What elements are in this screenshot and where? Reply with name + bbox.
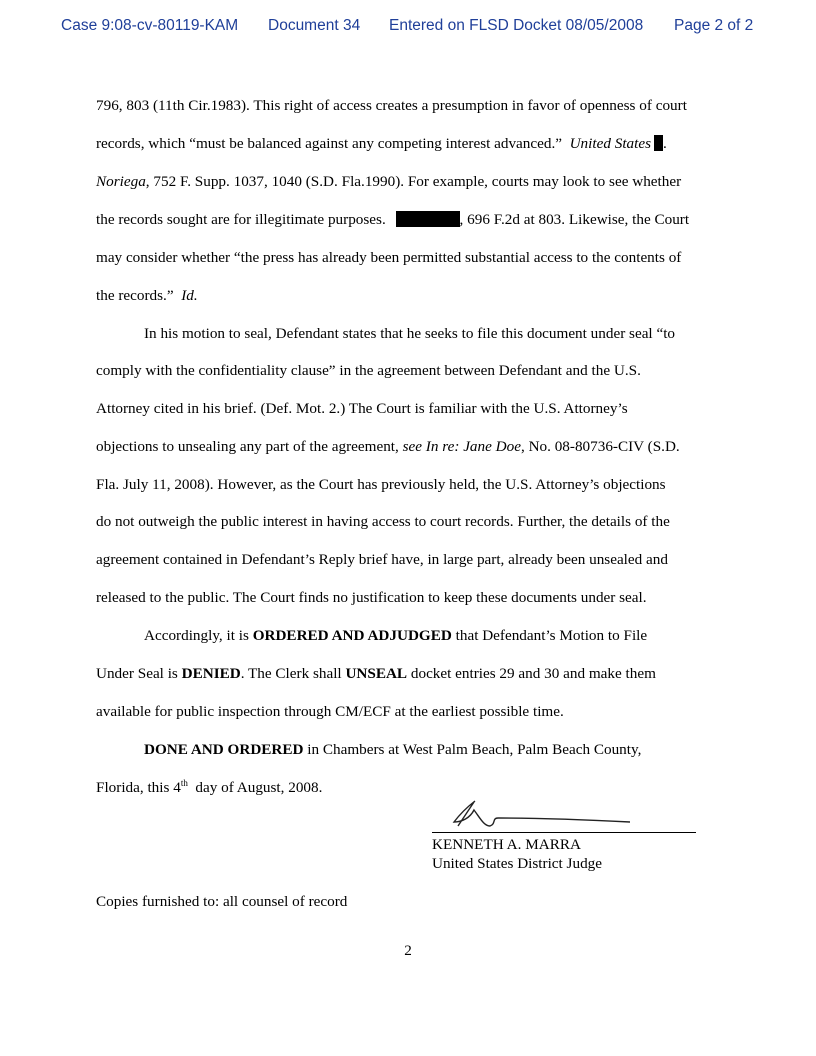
redaction-box	[654, 135, 663, 151]
body-line: Florida, this 4th day of August, 2008.	[96, 778, 323, 796]
judge-signature	[444, 796, 644, 836]
body-line: 796, 803 (11th Cir.1983). This right of access creates a presumption in favor of openness of court	[96, 97, 687, 114]
body-line: Noriega, 752 F. Supp. 1037, 1040 (S.D. Fla.1990). For example, courts may look to see whether	[96, 173, 682, 190]
body-line: Accordingly, it is ORDERED AND ADJUDGED that Defendant’s Motion to File	[144, 627, 648, 644]
page-number: 2	[404, 942, 412, 959]
judge-title: United States District Judge	[432, 855, 602, 872]
body-line: objections to unsealing any part of the agreement, see In re: Jane Doe, No. 08-80736-CIV (S.D.	[96, 438, 680, 455]
signature-line	[432, 832, 696, 833]
body-line: In his motion to seal, Defendant states that he seeks to file this document under seal “to	[144, 325, 676, 342]
body-line: Fla. July 11, 2008). However, as the Court has previously held, the U.S. Attorney’s objections	[96, 476, 666, 493]
copies-furnished: Copies furnished to: all counsel of record	[96, 893, 348, 910]
redaction-box	[396, 211, 460, 227]
body-line: Under Seal is DENIED. The Clerk shall UNSEAL docket entries 29 and 30 and make them	[96, 665, 656, 682]
body-line: may consider whether “the press has already been permitted substantial access to the contents of	[96, 249, 682, 266]
docket-header	[0, 17, 816, 39]
body-line: records, which “must be balanced against any competing interest advanced.” United States .	[96, 135, 667, 152]
body-line: agreement contained in Defendant’s Reply brief have, in large part, already been unsealed and	[96, 551, 668, 568]
body-line: do not outweigh the public interest in having access to court records. Further, the details of the	[96, 513, 670, 530]
body-line: the records.” Id.	[96, 287, 198, 304]
body-line: Attorney cited in his brief. (Def. Mot. 2.) The Court is familiar with the U.S. Attorney’s	[96, 400, 628, 417]
document-number: Document 34	[268, 17, 361, 34]
case-number: Case 9:08-cv-80119-KAM	[61, 17, 239, 34]
body-line: DONE AND ORDERED in Chambers at West Palm Beach, Palm Beach County,	[144, 741, 642, 758]
body-line: available for public inspection through CM/ECF at the earliest possible time.	[96, 703, 564, 720]
body-line: released to the public. The Court finds no justification to keep these documents under seal.	[96, 589, 647, 606]
docket-entry-date: Entered on FLSD Docket 08/05/2008	[389, 17, 644, 34]
body-line: the records sought are for illegitimate purposes. , 696 F.2d at 803. Likewise, the Court	[96, 211, 690, 228]
page-indicator: Page 2 of 2	[674, 17, 754, 34]
judge-name: KENNETH A. MARRA	[432, 836, 581, 853]
body-line: comply with the confidentiality clause” in the agreement between Defendant and the U.S.	[96, 362, 641, 379]
